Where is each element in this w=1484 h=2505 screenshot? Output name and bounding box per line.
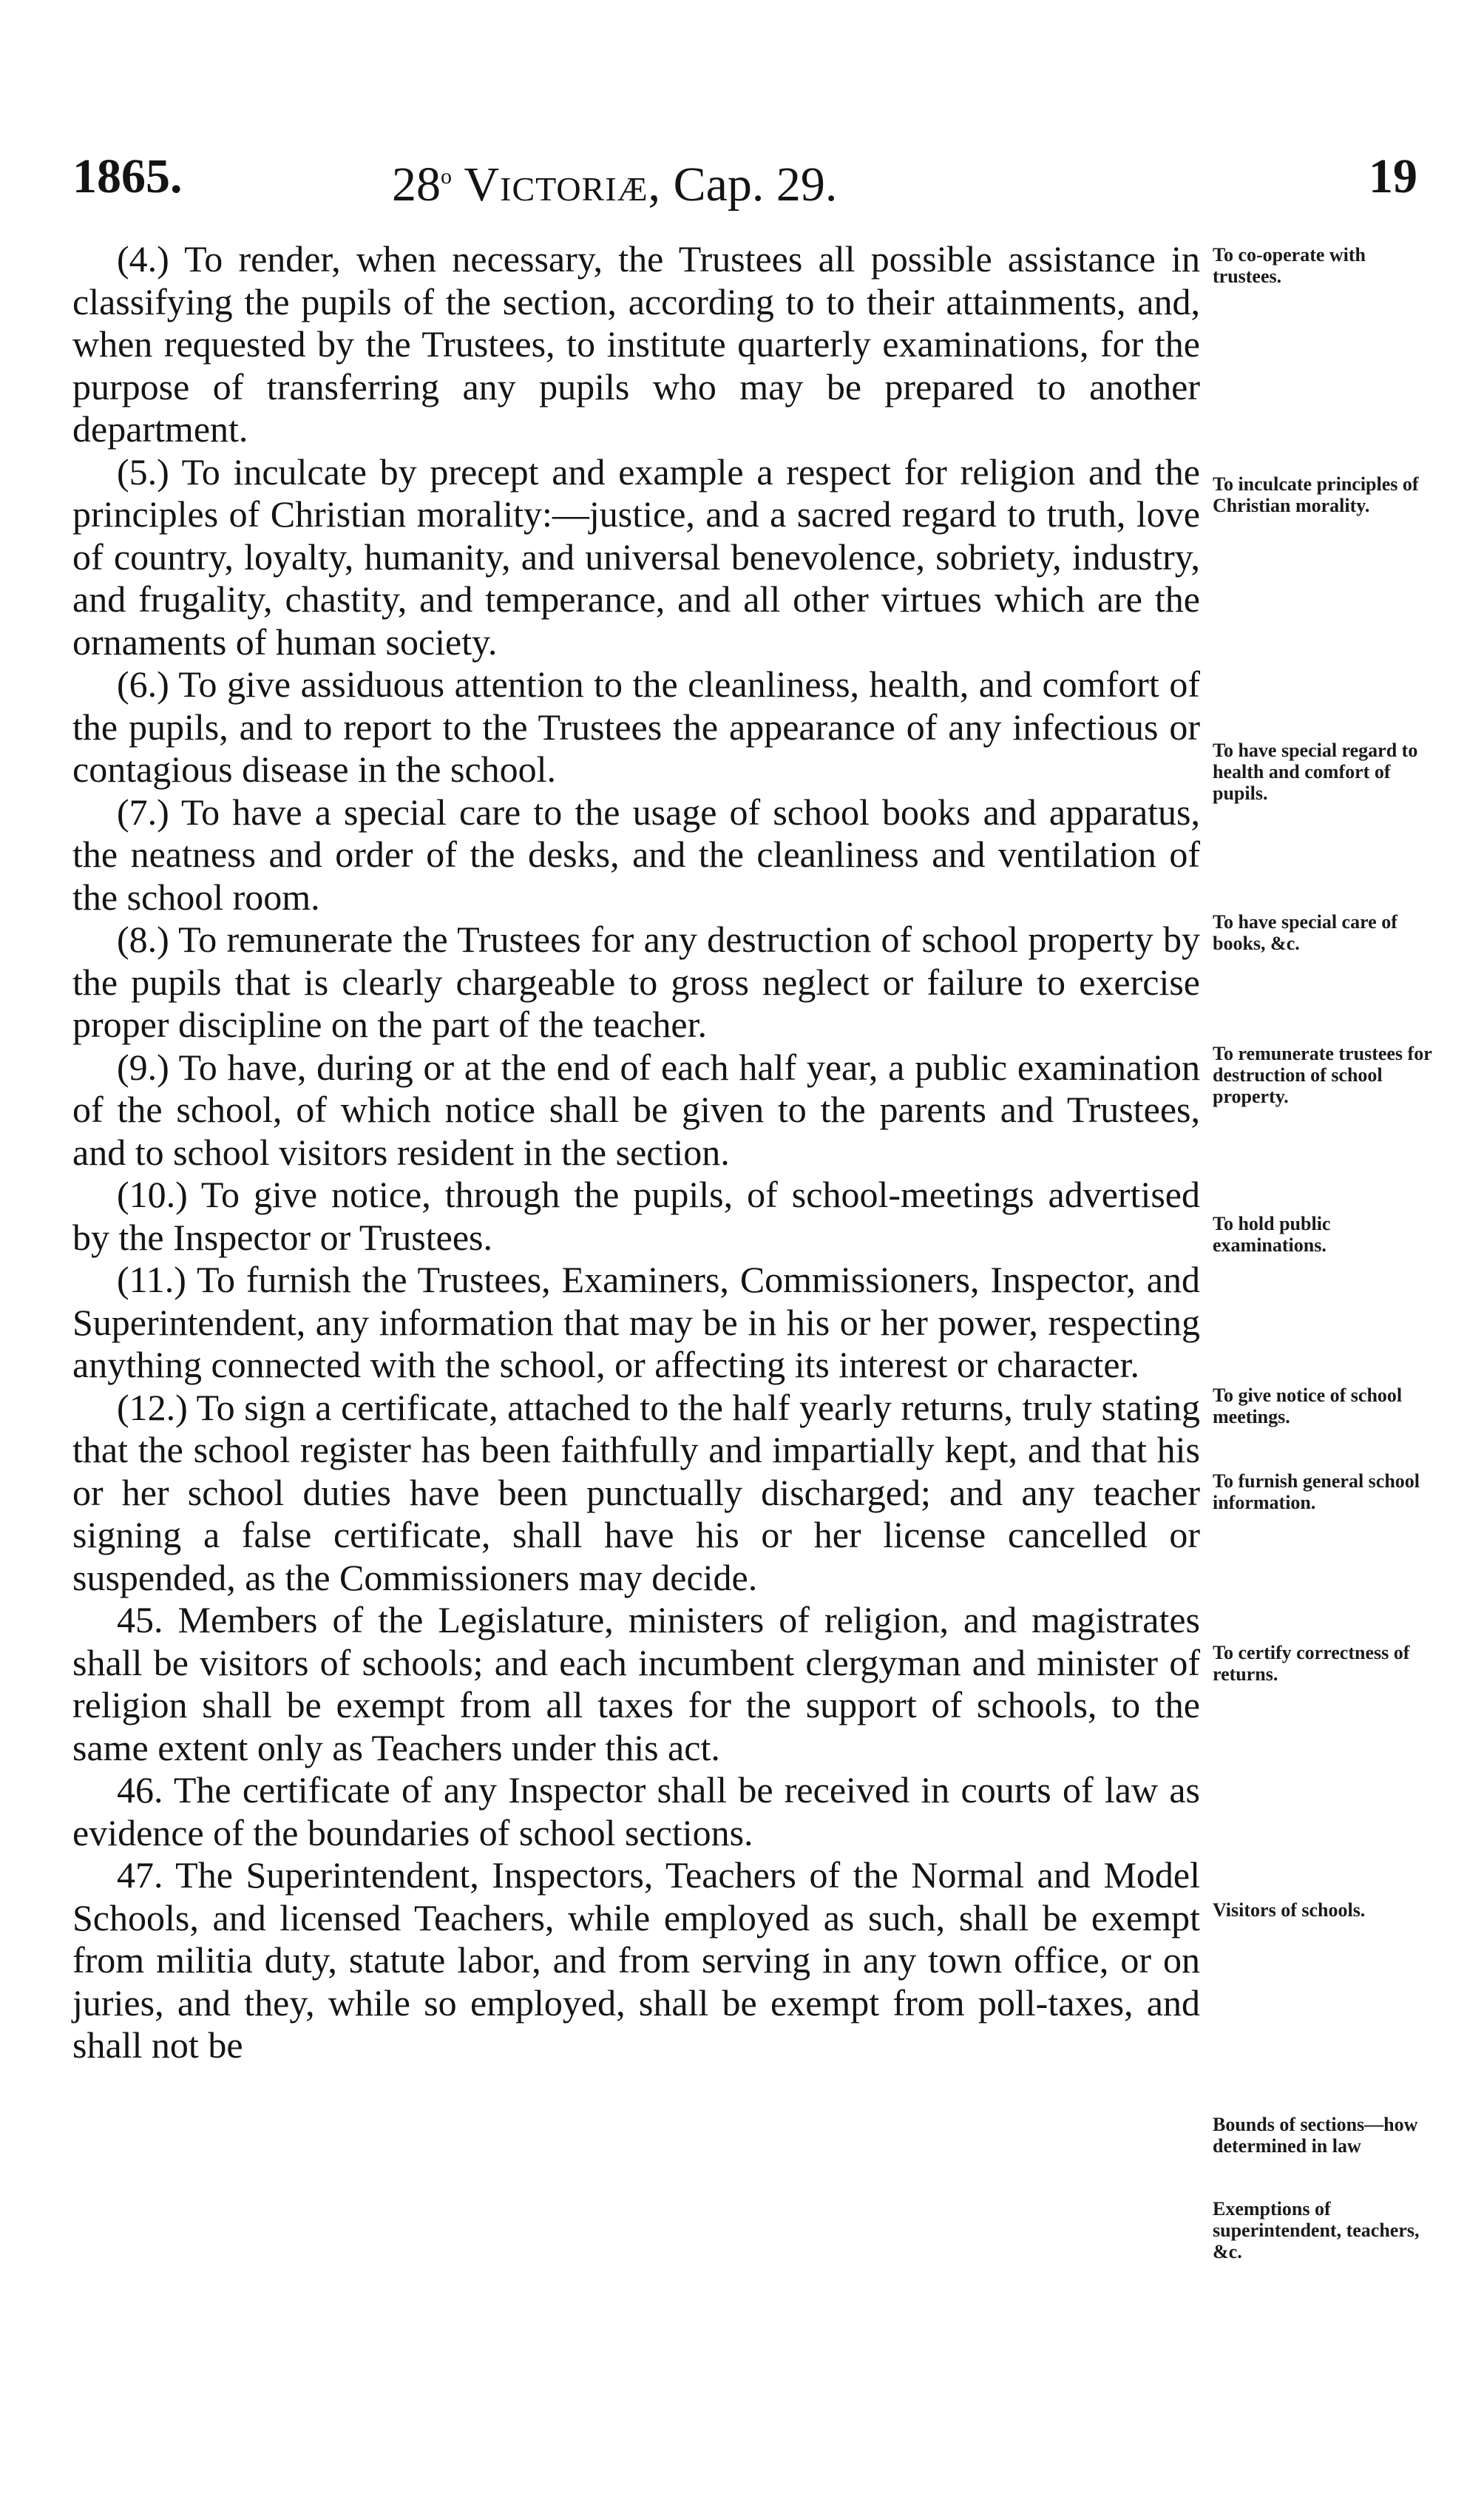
clause-12: (12.) To sign a certificate, attached to the half yearly returns, truly stating that the school register has been faithfully and impartially kept, and that his or her school duties have been punctually discharged; and any teacher signing a false certificate, shall have his or her license cancelled or suspended, as the Commissioners may decide. (72, 1386, 1200, 1598)
clause-8: (8.) To remunerate the Trustees for any destruction of school property by the pupils that is clearly chargeable to gross neglect or failure to exercise proper discipline on the part of the teacher. (72, 919, 1200, 1045)
clause-11: (11.) To furnish the Trustees, Examiners, Commissioners, Inspector, and Superintendent, any information that may be in his or her power, respecting anything connected with the school, or affecting its interest or character. (72, 1259, 1200, 1385)
section-46: 46. The certificate of any Inspector shall be received in courts of law as evidence of the boundaries of school sections. (72, 1769, 1200, 1853)
margin-note: To certify correctness of returns. (1213, 1642, 1410, 1685)
header-regnal-year: 28 (392, 158, 441, 212)
margin-note: To give notice of school meetings. (1213, 1385, 1403, 1427)
header-act-title (392, 152, 838, 212)
body-text (72, 238, 1200, 2067)
header-chapter: Cap. 29. (673, 158, 838, 212)
margin-note: To hold public examinations. (1213, 1213, 1331, 1256)
page-number: 19 (1369, 149, 1417, 203)
margin-note: To have special regard to health and comfort of pupils. (1213, 740, 1418, 804)
margin-note: To furnish general school information. (1213, 1470, 1420, 1513)
margin-note: To inculcate principles of Christian morality. (1213, 473, 1419, 516)
clause-4: (4.) To render, when necessary, the Trustees all possible assistance in classifying the pupils of the section, according to to their attainments, and, when requested by the Trustees, to institute quarterly examinations, for the purpose of transferring any pupils who may be prepared to another department. (72, 238, 1200, 450)
header-reign: Victoriæ, (464, 158, 662, 212)
margin-note: To have special care of books, &c. (1213, 911, 1397, 954)
margin-note: To remunerate trustees for destruction of school property. (1213, 1043, 1432, 1107)
header-year: 1865. (72, 149, 183, 203)
margin-note: Bounds of sections—how determined in law (1213, 2114, 1418, 2157)
clause-5: (5.) To inculcate by precept and example a respect for religion and the principles of Christian morality:—justice, and a sacred regard to truth, love of country, loyalty, humanity, and universal benevolence, sobriety, industry, and frugality, chastity, and temperance, and all other virtues which are the ornaments of human society. (72, 450, 1200, 663)
clause-9: (9.) To have, during or at the end of each half year, a public examination of the school, of which notice shall be given to the parents and Trustees, and to school visitors resident in the section. (72, 1046, 1200, 1173)
section-45: 45. Members of the Legislature, ministers of religion, and magistrates shall be visitors of schools; and each incumbent clergyman and minister of religion shall be exempt from all taxes for the support of schools, to the same extent only as Teachers under this act. (72, 1599, 1200, 1768)
clause-10: (10.) To give notice, through the pupils, of school-meetings advertised by the Inspector or Trustees. (72, 1174, 1200, 1258)
clause-7: (7.) To have a special care to the usage of school books and apparatus, the neatness and order of the desks, and the cleanliness and ventilation of the school room. (72, 791, 1200, 918)
margin-note: Visitors of schools. (1213, 1899, 1366, 1921)
margin-note: Exemptions of superintendent, teachers, &c. (1213, 2198, 1420, 2262)
clause-6: (6.) To give assiduous attention to the cleanliness, health, and comfort of the pupils, and to report to the Trustees the appearance of any infectious or contagious disease in the school. (72, 663, 1200, 790)
header-regnal-ordinal: o (441, 164, 452, 189)
margin-note: To co-operate with trustees. (1213, 244, 1366, 287)
section-47: 47. The Superintendent, Inspectors, Teachers of the Normal and Model Schools, and licensed Teachers, while employed as such, shall be exempt from militia duty, statute labor, and from serving in any town office, or on juries, and they, while so employed, shall be exempt from poll-taxes, and shall not be (72, 1854, 1200, 2066)
